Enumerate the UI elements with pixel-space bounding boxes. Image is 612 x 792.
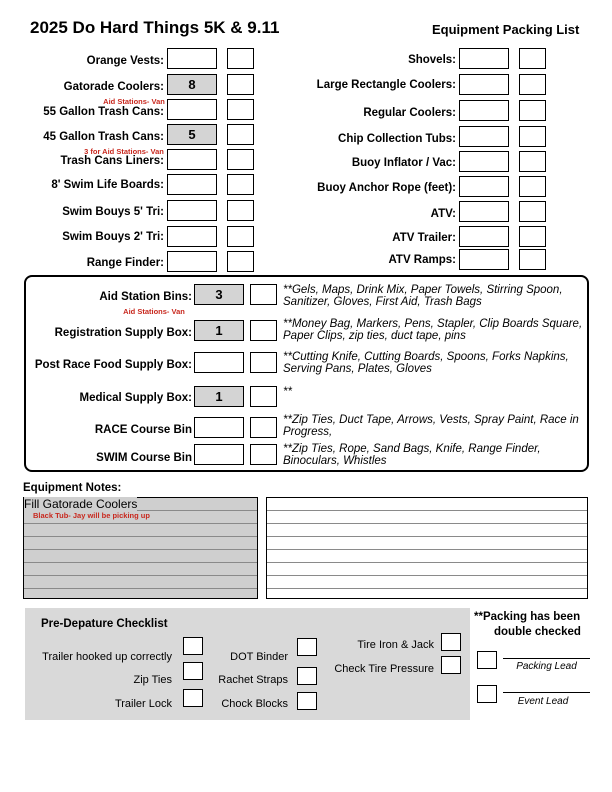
item-label: 45 Gallon Trash Cans: bbox=[43, 131, 164, 143]
quantity-field[interactable] bbox=[459, 151, 509, 172]
item-label: Shovels: bbox=[408, 54, 456, 66]
quantity-field[interactable] bbox=[459, 48, 509, 69]
item-label: ATV: bbox=[430, 208, 456, 220]
checklist-label: Rachet Straps bbox=[218, 674, 288, 686]
checklist-checkbox[interactable] bbox=[297, 667, 317, 685]
item-label: Swim Bouys 5' Tri: bbox=[62, 206, 164, 218]
checklist-checkbox[interactable] bbox=[441, 633, 461, 651]
item-label: Orange Vests: bbox=[86, 55, 164, 67]
bin-contents: **Zip Ties, Rope, Sand Bags, Knife, Range Finder, Binoculars, Whistles bbox=[283, 443, 541, 467]
checklist-label: Check Tire Pressure bbox=[334, 663, 434, 675]
bin-label: Aid Station Bins: bbox=[99, 291, 192, 303]
checklist-label: Trailer Lock bbox=[114, 698, 172, 710]
signoff-heading: double checked bbox=[494, 626, 581, 638]
packed-checkbox[interactable] bbox=[519, 249, 546, 270]
bin-packed-checkbox[interactable] bbox=[250, 444, 277, 465]
bin-packed-checkbox[interactable] bbox=[250, 352, 277, 373]
bin-packed-checkbox[interactable] bbox=[250, 417, 277, 438]
checklist-checkbox[interactable] bbox=[183, 662, 203, 680]
packed-checkbox[interactable] bbox=[227, 48, 254, 69]
packing-lead-signature-line[interactable] bbox=[503, 658, 590, 659]
quantity-field[interactable] bbox=[167, 200, 217, 221]
checklist-checkbox[interactable] bbox=[183, 689, 203, 707]
packed-checkbox[interactable] bbox=[227, 251, 254, 272]
packed-checkbox[interactable] bbox=[519, 100, 546, 121]
checklist-checkbox[interactable] bbox=[183, 637, 203, 655]
bin-label: RACE Course Bin bbox=[94, 424, 192, 436]
item-note: Aid Stations- Van bbox=[103, 97, 165, 106]
packed-checkbox[interactable] bbox=[519, 48, 546, 69]
quantity-field[interactable] bbox=[459, 249, 509, 270]
bin-contents: **Zip Ties, Duct Tape, Arrows, Vests, Spray Paint, Race in Progress, bbox=[283, 414, 579, 438]
checklist-label: Zip Ties bbox=[133, 674, 172, 686]
checklist-label: Trailer hooked up correctly bbox=[42, 651, 172, 663]
checklist-label: Tire Iron & Jack bbox=[357, 639, 434, 651]
bin-contents: **Gels, Maps, Drink Mix, Paper Towels, Stirring Spoon, Sanitizer, Gloves, First Aid, Trash Bags bbox=[283, 284, 563, 308]
item-note: 3 for Aid Stations- Van bbox=[84, 147, 164, 156]
event-lead-checkbox[interactable] bbox=[477, 685, 497, 703]
bin-quantity-field[interactable]: 1 bbox=[194, 386, 244, 407]
item-label: Trash Cans Liners: bbox=[60, 155, 164, 167]
quantity-field[interactable] bbox=[459, 201, 509, 222]
quantity-field[interactable] bbox=[167, 226, 217, 247]
packed-checkbox[interactable] bbox=[519, 151, 546, 172]
quantity-field[interactable] bbox=[167, 48, 217, 69]
item-label: Range Finder: bbox=[86, 257, 164, 269]
bin-contents: **Cutting Knife, Cutting Boards, Spoons, Forks Napkins, Serving Pans, Plates, Gloves bbox=[283, 351, 569, 375]
signoff-heading: **Packing has been bbox=[474, 611, 581, 623]
checklist-label: DOT Binder bbox=[230, 651, 288, 663]
bin-quantity-field[interactable] bbox=[194, 444, 244, 465]
item-label: ATV Trailer: bbox=[392, 232, 456, 244]
packed-checkbox[interactable] bbox=[227, 99, 254, 120]
packed-checkbox[interactable] bbox=[227, 200, 254, 221]
bin-label: Medical Supply Box: bbox=[79, 392, 192, 404]
quantity-field[interactable] bbox=[459, 126, 509, 147]
bin-quantity-field[interactable]: 3 bbox=[194, 284, 244, 305]
quantity-field[interactable] bbox=[459, 100, 509, 121]
packed-checkbox[interactable] bbox=[227, 124, 254, 145]
quantity-field[interactable] bbox=[167, 149, 217, 170]
packed-checkbox[interactable] bbox=[227, 149, 254, 170]
packed-checkbox[interactable] bbox=[519, 176, 546, 197]
packed-checkbox[interactable] bbox=[519, 226, 546, 247]
bin-contents: **Money Bag, Markers, Pens, Stapler, Clip Boards Square, Paper Clips, zip ties, duct tape, pins bbox=[283, 318, 583, 342]
item-label: Gatorade Coolers: bbox=[63, 81, 164, 93]
bin-quantity-field[interactable] bbox=[194, 417, 244, 438]
packed-checkbox[interactable] bbox=[519, 201, 546, 222]
bin-quantity-field[interactable]: 1 bbox=[194, 320, 244, 341]
quantity-field[interactable] bbox=[459, 176, 509, 197]
item-label: Buoy Anchor Rope (feet): bbox=[317, 182, 456, 194]
page-subtitle: Equipment Packing List bbox=[432, 22, 580, 37]
notes-title: Equipment Notes: bbox=[23, 482, 122, 494]
bin-packed-checkbox[interactable] bbox=[250, 284, 277, 305]
bin-packed-checkbox[interactable] bbox=[250, 320, 277, 341]
bin-label: Post Race Food Supply Box: bbox=[34, 359, 192, 371]
item-label: 55 Gallon Trash Cans: bbox=[43, 106, 164, 118]
checklist-checkbox[interactable] bbox=[441, 656, 461, 674]
item-label: Large Rectangle Coolers: bbox=[316, 79, 456, 91]
quantity-field[interactable] bbox=[167, 174, 217, 195]
page-title: 2025 Do Hard Things 5K & 9.11 bbox=[30, 18, 280, 37]
notes-area-right[interactable] bbox=[266, 497, 588, 599]
bin-label: SWIM Course Bin bbox=[96, 452, 192, 464]
checklist-checkbox[interactable] bbox=[297, 638, 317, 656]
packed-checkbox[interactable] bbox=[519, 126, 546, 147]
checklist-checkbox[interactable] bbox=[297, 692, 317, 710]
packed-checkbox[interactable] bbox=[227, 226, 254, 247]
packed-checkbox[interactable] bbox=[227, 74, 254, 95]
quantity-field[interactable]: 5 bbox=[167, 124, 217, 145]
event-lead-label: Event Lead bbox=[517, 696, 569, 707]
item-label: ATV Ramps: bbox=[388, 254, 456, 266]
packed-checkbox[interactable] bbox=[519, 74, 546, 95]
quantity-field[interactable] bbox=[459, 226, 509, 247]
bin-quantity-field[interactable] bbox=[194, 352, 244, 373]
note-line: Black Tub- Jay will be picking up bbox=[33, 511, 150, 520]
checklist-title: Pre-Depature Checklist bbox=[41, 618, 168, 630]
item-label: Regular Coolers: bbox=[363, 107, 456, 119]
checklist-label: Chock Blocks bbox=[221, 698, 288, 710]
bin-contents: ** bbox=[283, 386, 292, 398]
quantity-field[interactable]: 8 bbox=[167, 74, 217, 95]
item-label: Buoy Inflator / Vac: bbox=[351, 157, 456, 169]
item-label: Swim Bouys 2' Tri: bbox=[62, 231, 164, 243]
packing-lead-label: Packing Lead bbox=[516, 661, 577, 672]
note-line: Fill Gatorade Coolers bbox=[24, 497, 138, 511]
packed-checkbox[interactable] bbox=[227, 174, 254, 195]
notes-area-left[interactable] bbox=[23, 497, 258, 599]
bin-packed-checkbox[interactable] bbox=[250, 386, 277, 407]
quantity-field[interactable] bbox=[167, 99, 217, 120]
item-label: Chip Collection Tubs: bbox=[338, 133, 456, 145]
event-lead-signature-line[interactable] bbox=[503, 692, 590, 693]
quantity-field[interactable] bbox=[459, 74, 509, 95]
bin-note: Aid Stations- Van bbox=[123, 307, 185, 316]
item-label: 8' Swim Life Boards: bbox=[51, 179, 164, 191]
quantity-field[interactable] bbox=[167, 251, 217, 272]
bin-label: Registration Supply Box: bbox=[54, 327, 192, 339]
packing-lead-checkbox[interactable] bbox=[477, 651, 497, 669]
